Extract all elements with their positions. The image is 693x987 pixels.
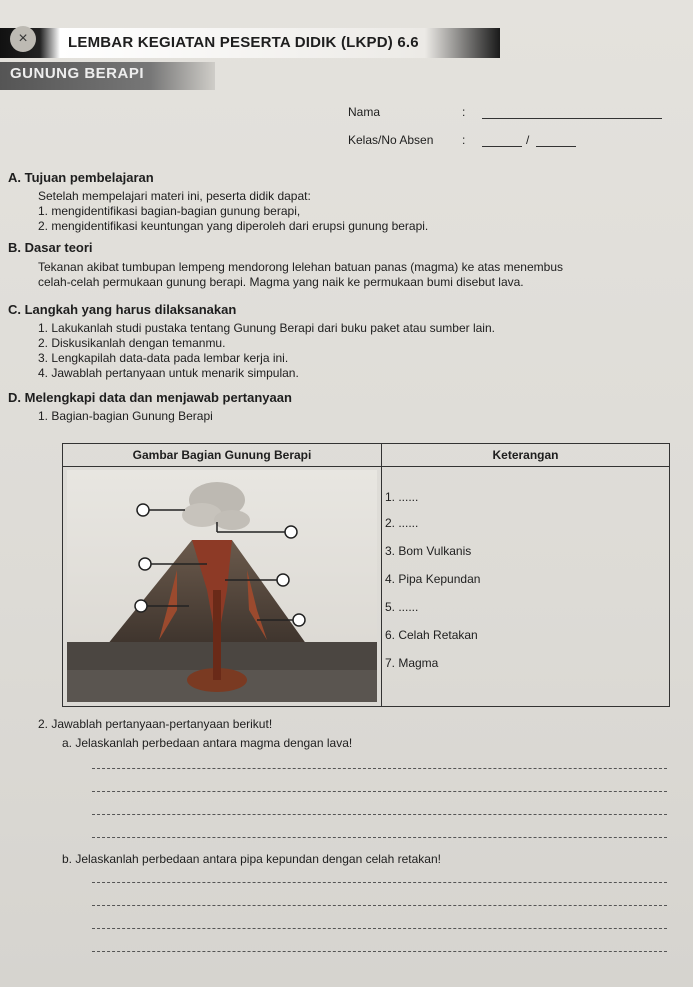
section-d-item: 1. Bagian-bagian Gunung Berapi xyxy=(38,409,213,423)
volcano-parts-table xyxy=(62,443,670,707)
answer-line-a[interactable] xyxy=(92,837,667,838)
section-a-item: 1. mengidentifikasi bagian-bagian gunung berapi, xyxy=(38,204,301,218)
absen-field[interactable] xyxy=(536,146,576,147)
name-label: Nama xyxy=(348,105,381,119)
section-c-title: C. Langkah yang harus dilaksanakan xyxy=(8,302,237,317)
description-row[interactable]: 5. ...... xyxy=(385,600,419,614)
section-a-title: A. Tujuan pembelajaran xyxy=(8,170,154,185)
answer-line-a[interactable] xyxy=(92,768,667,769)
description-row[interactable]: 1. ...... xyxy=(385,490,419,504)
answer-line-b[interactable] xyxy=(92,951,667,952)
volcano-illustration xyxy=(67,470,377,702)
section-c-item: 2. Diskusikanlah dengan temanmu. xyxy=(38,336,226,350)
question-b: b. Jelaskanlah perbedaan antara pipa kepundan dengan celah retakan! xyxy=(62,852,441,866)
answer-line-a[interactable] xyxy=(92,791,667,792)
table-header-picture: Gambar Bagian Gunung Berapi xyxy=(63,444,381,467)
description-row: 3. Bom Vulkanis xyxy=(385,544,472,558)
table-divider xyxy=(381,444,382,706)
description-row: 7. Magma xyxy=(385,656,439,670)
section-c-item: 1. Lakukanlah studi pustaka tentang Gunung Berapi dari buku paket atau sumber lain. xyxy=(38,321,495,335)
worksheet-subtitle: GUNUNG BERAPI xyxy=(10,65,145,82)
section-b-text: celah-celah permukaan gunung berapi. Magma yang naik ke permukaan bumi disebut lava. xyxy=(38,275,524,289)
class-field[interactable] xyxy=(482,146,522,147)
section-d-title: D. Melengkapi data dan menjawab pertanyaan xyxy=(8,390,292,405)
class-label: Kelas/No Absen xyxy=(348,133,434,147)
close-icon: × xyxy=(10,26,36,52)
name-field[interactable] xyxy=(482,118,662,119)
table-header-description: Keterangan xyxy=(382,444,669,467)
class-slash: / xyxy=(526,133,530,147)
question-a: a. Jelaskanlah perbedaan antara magma dengan lava! xyxy=(62,736,353,750)
question-2-heading: 2. Jawablah pertanyaan-pertanyaan berikut! xyxy=(38,717,273,731)
answer-line-a[interactable] xyxy=(92,814,667,815)
answer-line-b[interactable] xyxy=(92,905,667,906)
worksheet-title: LEMBAR KEGIATAN PESERTA DIDIK (LKPD) 6.6 xyxy=(68,34,419,51)
description-row[interactable]: 2. ...... xyxy=(385,516,419,530)
class-separator: : xyxy=(462,133,466,147)
description-row: 6. Celah Retakan xyxy=(385,628,478,642)
name-separator: : xyxy=(462,105,466,119)
section-c-item: 4. Jawablah pertanyaan untuk menarik simpulan. xyxy=(38,366,299,380)
description-row: 4. Pipa Kepundan xyxy=(385,572,481,586)
answer-line-b[interactable] xyxy=(92,928,667,929)
answer-line-b[interactable] xyxy=(92,882,667,883)
section-c-item: 3. Lengkapilah data-data pada lembar kerja ini. xyxy=(38,351,289,365)
section-b-text: Tekanan akibat tumbupan lempeng mendorong lelehan batuan panas (magma) ke atas menembus xyxy=(38,260,563,274)
section-a-intro: Setelah mempelajari materi ini, peserta didik dapat: xyxy=(38,189,311,203)
section-b-title: B. Dasar teori xyxy=(8,240,93,255)
section-a-item: 2. mengidentifikasi keuntungan yang diperoleh dari erupsi gunung berapi. xyxy=(38,219,429,233)
